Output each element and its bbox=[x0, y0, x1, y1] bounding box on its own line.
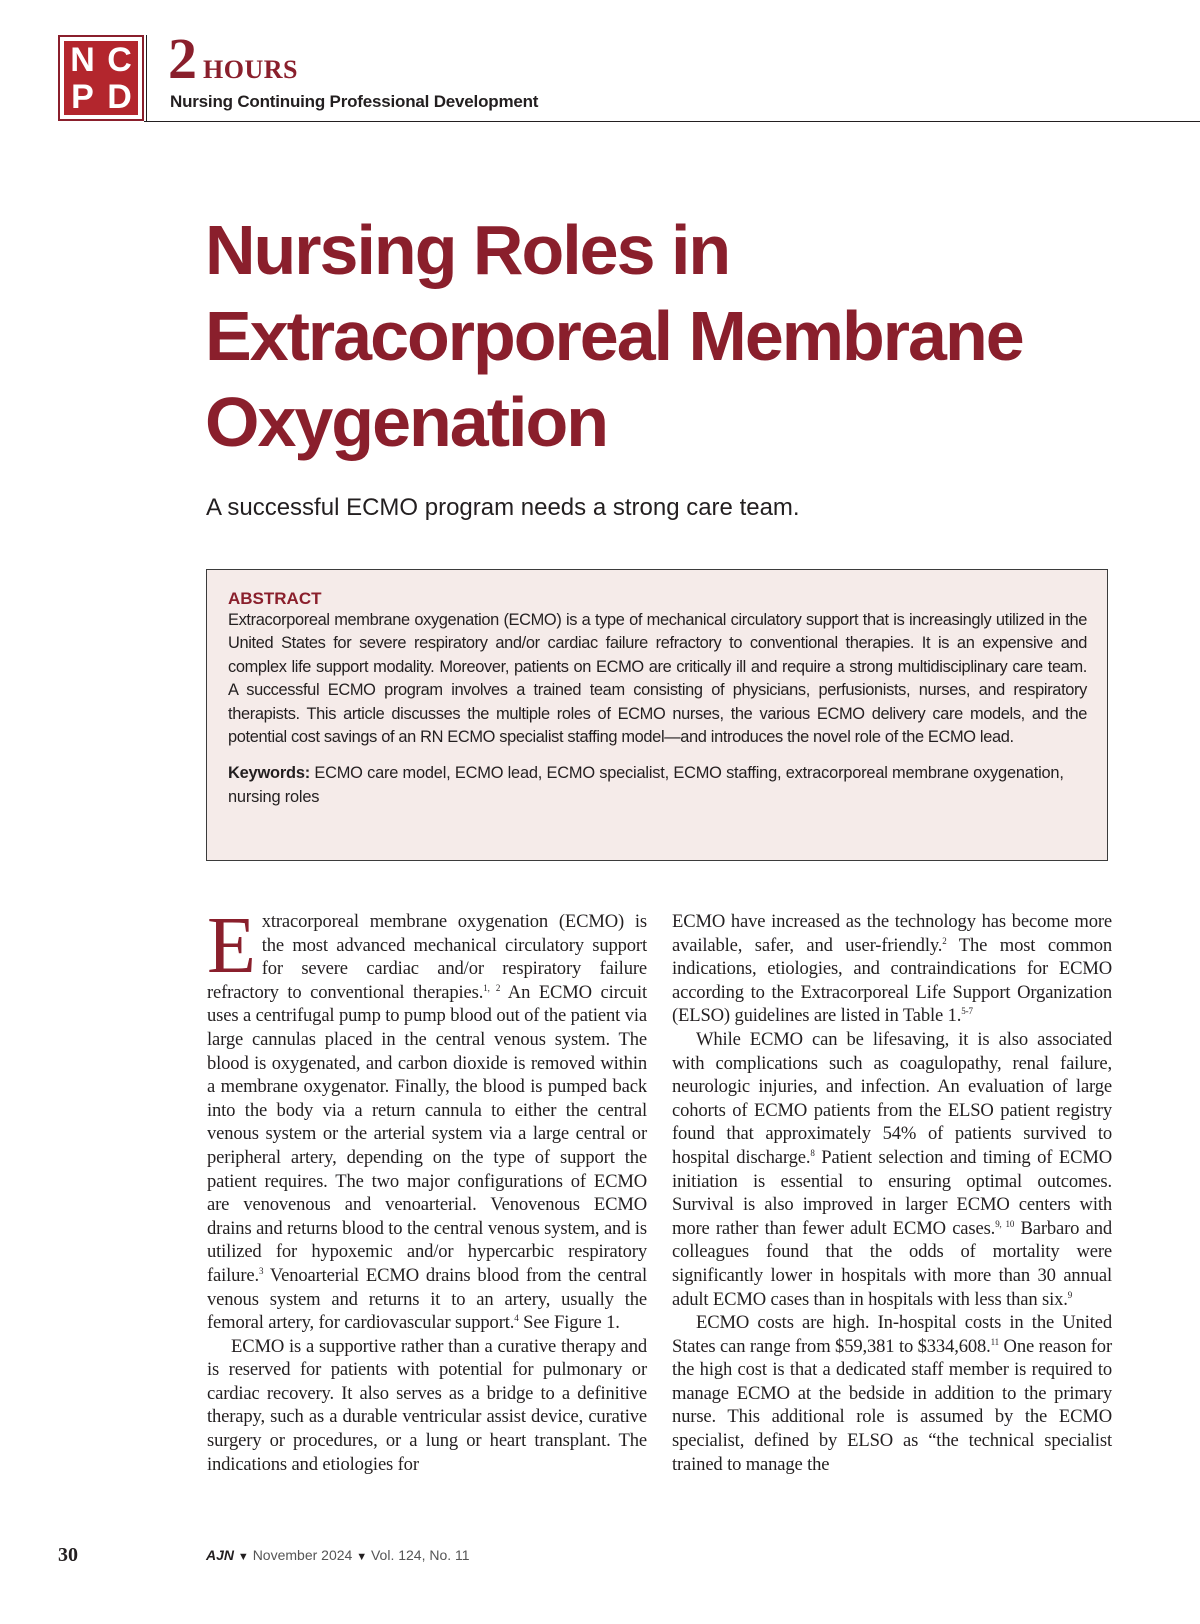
issue-date: November 2024 bbox=[252, 1547, 353, 1563]
issue-volume: Vol. 124, No. 11 bbox=[370, 1547, 470, 1563]
article-title bbox=[205, 207, 1185, 465]
body-paragraph bbox=[672, 910, 1112, 1028]
ce-hours bbox=[168, 26, 298, 91]
citation: 9, 10 bbox=[995, 1218, 1015, 1229]
header-divider-vertical bbox=[146, 35, 147, 122]
keywords-list: ECMO care model, ECMO lead, ECMO specialist, ECMO staffing, extracorporeal membrane oxygenation, nursing roles bbox=[228, 764, 1064, 806]
body-column-right bbox=[672, 910, 1112, 1476]
citation: 11 bbox=[990, 1336, 1000, 1347]
ce-hours-number: 2 bbox=[168, 26, 197, 91]
body-column-left bbox=[207, 902, 647, 1476]
header-subtitle: Nursing Continuing Professional Development bbox=[170, 92, 539, 111]
body-paragraph bbox=[672, 1311, 1112, 1476]
citation: 2 bbox=[942, 935, 947, 946]
text-run: While ECMO can be lifesaving, it is also associated with complications such as coagulopathy, renal failure, neurologic injuries, and infection. An evaluation of large cohorts of ECMO patients from the ELSO patient registry found that approximately 54% of patients survived to hospital discharge. bbox=[672, 1028, 1112, 1168]
title-line: Oxygenation bbox=[205, 383, 607, 461]
text-run: xtracorporeal membrane oxygenation (ECMO) is the most advanced mechanical circulatory support for severe cardiac and/or respiratory failure refractory to conventional therapies. bbox=[207, 911, 647, 1003]
logo-letter: P bbox=[71, 77, 94, 116]
body-paragraph: ECMO is a supportive rather than a curative therapy and is reserved for patients with potential for pulmonary or cardiac recovery. It also serves as a bridge to a definitive therapy, such as a durable ventricular assist device, curative surgery or procedures, or a lung or heart transplant. The indications and etiologies for bbox=[207, 1335, 647, 1475]
text-run: See Figure 1. bbox=[518, 1312, 620, 1334]
title-line: Extracorporeal Membrane bbox=[205, 297, 1023, 375]
text-run: Venoarterial ECMO drains blood from the central venous system and returns it to an artery, usually the femoral artery, for cardiovascular support. bbox=[207, 1264, 647, 1334]
title-line: Nursing Roles in bbox=[205, 211, 730, 289]
ce-hours-unit: HOURS bbox=[203, 55, 298, 84]
body-paragraph bbox=[207, 902, 647, 1335]
abstract-text: Extracorporeal membrane oxygenation (ECMO) is a type of mechanical circulatory support that is increasingly utilized in the United States for severe respiratory and/or cardiac failure refractory to conventional therapies. It is an expensive and complex life support modality. Moreover, patients on ECMO are critically ill and require a strong multidisciplinary care team. A successful ECMO program involves a trained team consisting of physicians, perfusionists, nurses, and respiratory therapists. This article discusses the multiple roles of ECMO nurses, the various ECMO delivery care models, and the potential cost savings of an RN ECMO specialist staffing model—and introduces the novel role of the ECMO lead. bbox=[228, 611, 1087, 747]
text-run: Barbaro and colleagues found that the odds of mortality were significantly lower in hospitals with more than 30 annual adult ECMO cases than in hospitals with less than six. bbox=[672, 1217, 1112, 1310]
journal-footer bbox=[206, 1547, 470, 1563]
citation: 5-7 bbox=[961, 1006, 973, 1017]
header-rule bbox=[144, 121, 1200, 122]
logo-letter: D bbox=[107, 77, 132, 116]
page-number: 30 bbox=[58, 1544, 78, 1566]
keywords-label: Keywords: bbox=[228, 764, 310, 783]
abstract-heading: ABSTRACT bbox=[228, 589, 322, 608]
logo-letter: N bbox=[70, 40, 95, 79]
drop-cap: E bbox=[207, 902, 256, 990]
citation: 9 bbox=[1067, 1289, 1073, 1300]
citation: 1, 2 bbox=[483, 982, 501, 993]
keywords bbox=[228, 762, 1087, 809]
journal-name: AJN bbox=[206, 1547, 235, 1563]
citation: 8 bbox=[810, 1147, 815, 1158]
text-run: ECMO have increased as the technology has become more available, safer, and user-friendly. bbox=[672, 911, 1112, 956]
triangle-icon: ▼ bbox=[356, 1551, 368, 1563]
article-subtitle: A successful ECMO program needs a strong care team. bbox=[206, 494, 800, 521]
ncpd-logo bbox=[58, 35, 144, 121]
citation: 4 bbox=[514, 1312, 519, 1323]
triangle-icon: ▼ bbox=[237, 1551, 249, 1563]
logo-letter: C bbox=[107, 40, 132, 79]
abstract-box bbox=[206, 569, 1108, 861]
text-run: An ECMO circuit uses a centrifugal pump to pump blood out of the patient via large cannulas placed in the central venous system. The blood is oxygenated, and carbon dioxide is removed within a membrane oxygenator. Finally, the blood is pumped back into the body via a return cannula to either the central venous system or the arterial system via a large central or peripheral artery, depending on the type of support the patient requires. The two major configurations of ECMO are venovenous and venoarterial. Venovenous ECMO drains and returns blood to the central venous system, and is utilized for hypoxemic and/or hypercarbic respiratory failure. bbox=[207, 981, 647, 1286]
citation: 3 bbox=[258, 1265, 264, 1276]
text-run: Patient selection and timing of ECMO initiation is essential to ensuring optimal outcomes. Survival is also improved in larger ECMO centers with more rather than fewer adult ECMO cases. bbox=[672, 1146, 1112, 1239]
body-paragraph bbox=[672, 1028, 1112, 1311]
text-run: The most common indications, etiologies, and contraindications for ECMO according to the Extracorporeal Life Support Organization (ELSO) guidelines are listed in Table 1. bbox=[672, 934, 1112, 1027]
text-run: One reason for the high cost is that a dedicated staff member is required to manage ECMO at the bedside in addition to the primary nurse. This additional role is assumed by the ECMO specialist, defined by ELSO as “the technical specialist trained to manage the bbox=[672, 1335, 1112, 1475]
text-run: ECMO costs are high. In-hospital costs in the United States can range from $59,381 to $334,608. bbox=[672, 1312, 1112, 1357]
